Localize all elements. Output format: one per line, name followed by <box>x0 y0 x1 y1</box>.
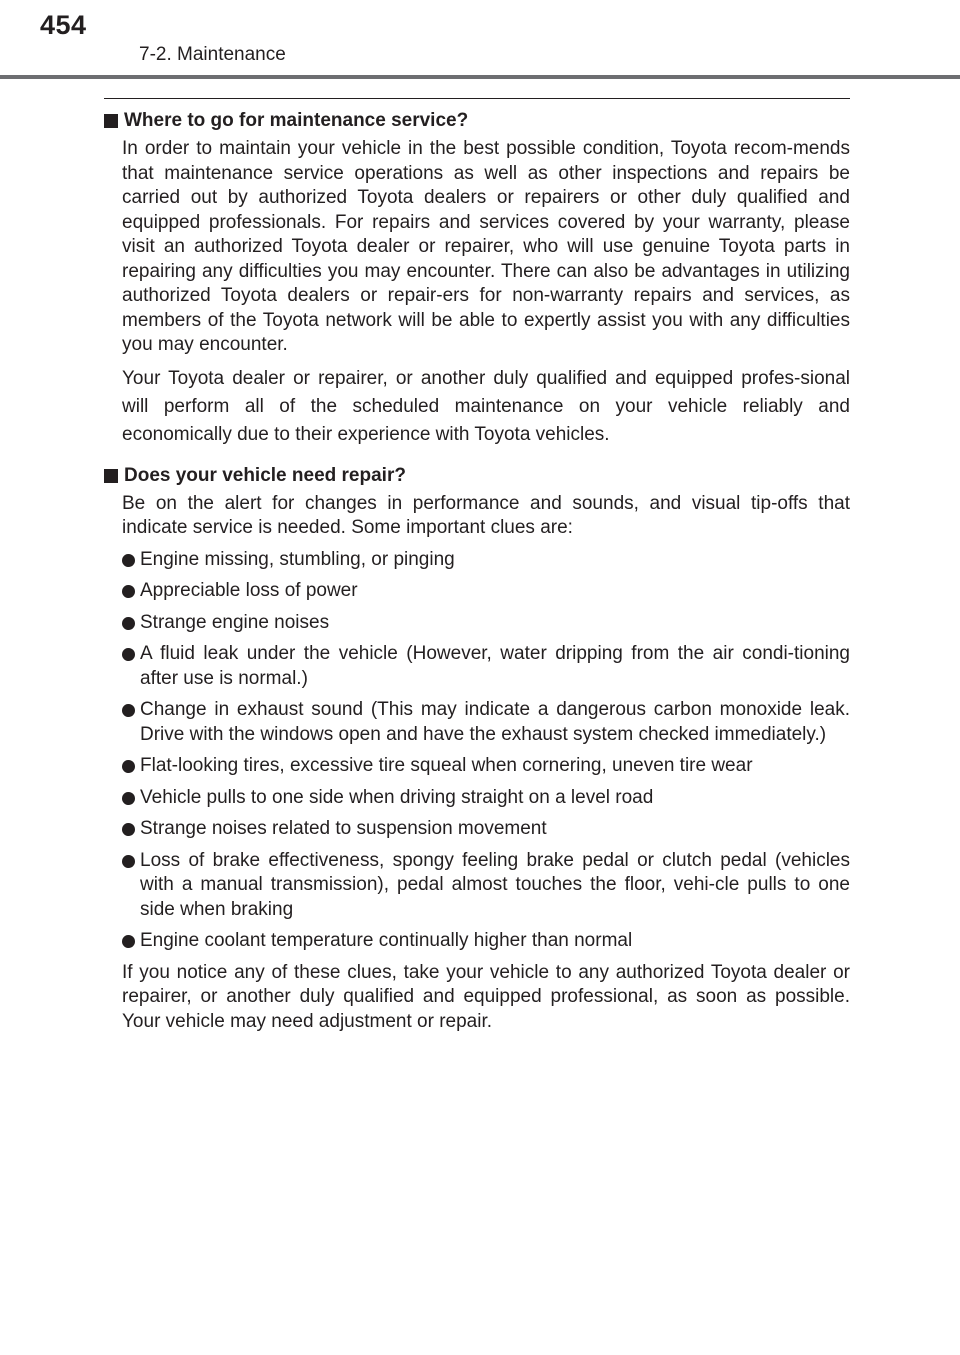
list-item-text: Appreciable loss of power <box>140 580 358 601</box>
list-item-text: Flat-looking tires, excessive tire squeal when cornering, uneven tire wear <box>140 755 753 776</box>
square-bullet-icon <box>104 114 118 128</box>
circle-bullet-icon <box>122 855 135 868</box>
circle-bullet-icon <box>122 617 135 630</box>
list-item-text: A fluid leak under the vehicle (However, water dripping from the air condi-tioning after use is normal.) <box>140 643 850 689</box>
list-item <box>122 929 850 954</box>
section-body <box>122 492 850 1035</box>
list-item <box>122 642 850 691</box>
paragraph: Your Toyota dealer or repairer, or another duly qualified and equipped profes-sional will perform all of the scheduled maintenance on your vehicle reliably and economically due to their experience with Toyota vehicles. <box>122 367 850 445</box>
content-divider <box>104 98 850 99</box>
list-item <box>122 611 850 636</box>
clue-list <box>122 548 850 954</box>
circle-bullet-icon <box>122 823 135 836</box>
list-item-text: Strange noises related to suspension movement <box>140 818 547 839</box>
list-item <box>122 849 850 923</box>
list-item-text: Strange engine noises <box>140 611 330 633</box>
list-item <box>122 786 850 811</box>
section-heading-text: Where to go for maintenance service? <box>124 110 469 131</box>
list-item-text: Engine coolant temperature continually higher than normal <box>140 930 633 951</box>
header-divider <box>0 75 960 79</box>
circle-bullet-icon <box>122 760 135 773</box>
section-heading-text: Does your vehicle need repair? <box>124 464 406 486</box>
circle-bullet-icon <box>122 935 135 948</box>
circle-bullet-icon <box>122 792 135 805</box>
page-content <box>104 98 850 1041</box>
section-body <box>122 137 850 449</box>
page-header <box>0 0 960 80</box>
list-item-text: Vehicle pulls to one side when driving straight on a level road <box>140 786 654 808</box>
section-need-repair <box>104 464 850 1035</box>
page-number: 454 <box>40 10 87 40</box>
paragraph: If you notice any of these clues, take your vehicle to any authorized Toyota dealer or repairer, or another duly qualified and equipped professional, as soon as possible. Your vehicle may need adjustment or repair. <box>122 961 850 1032</box>
square-bullet-icon <box>104 469 118 483</box>
list-item <box>122 754 850 779</box>
circle-bullet-icon <box>122 704 135 717</box>
paragraph: In order to maintain your vehicle in the best possible condition, Toyota recom-mends that maintenance service operations as well as other inspections and repairs be carried out by authorized Toyota dealers or repairers or other duly qualified and equipped professionals. For repairs and services covered by your warranty, please visit an authorized Toyota dealer or repairer, who will use genuine Toyota parts in repairing any difficulties you may encounter. There can also be advantages in utilizing authorized Toyota dealers or repair-ers for non-warranty repairs and services, as members of the Toyota network will be able to expertly assist you with any difficulties you may encounter. <box>122 138 850 355</box>
list-item <box>122 698 850 747</box>
list-item <box>122 548 850 573</box>
list-item-text: Engine missing, stumbling, or pinging <box>140 548 455 570</box>
section-heading <box>104 464 850 488</box>
paragraph: Be on the alert for changes in performance and sounds, and visual tip-offs that indicate service is needed. Some important clues are: <box>122 492 850 538</box>
list-item-text: Change in exhaust sound (This may indicate a dangerous carbon monoxide leak. Drive with the windows open and have the exhaust system checked immediately.) <box>140 699 850 745</box>
section-heading <box>104 109 850 133</box>
list-item <box>122 817 850 842</box>
list-item-text: Loss of brake effectiveness, spongy feeling brake pedal or clutch pedal (vehicles with a manual transmission), pedal almost touches the floor, vehi-cle pulls to one side when braking <box>140 849 850 920</box>
circle-bullet-icon <box>122 585 135 598</box>
circle-bullet-icon <box>122 648 135 661</box>
section-where-to-go <box>104 109 850 449</box>
list-item <box>122 579 850 604</box>
section-title: 7-2. Maintenance <box>139 44 286 65</box>
circle-bullet-icon <box>122 554 135 567</box>
